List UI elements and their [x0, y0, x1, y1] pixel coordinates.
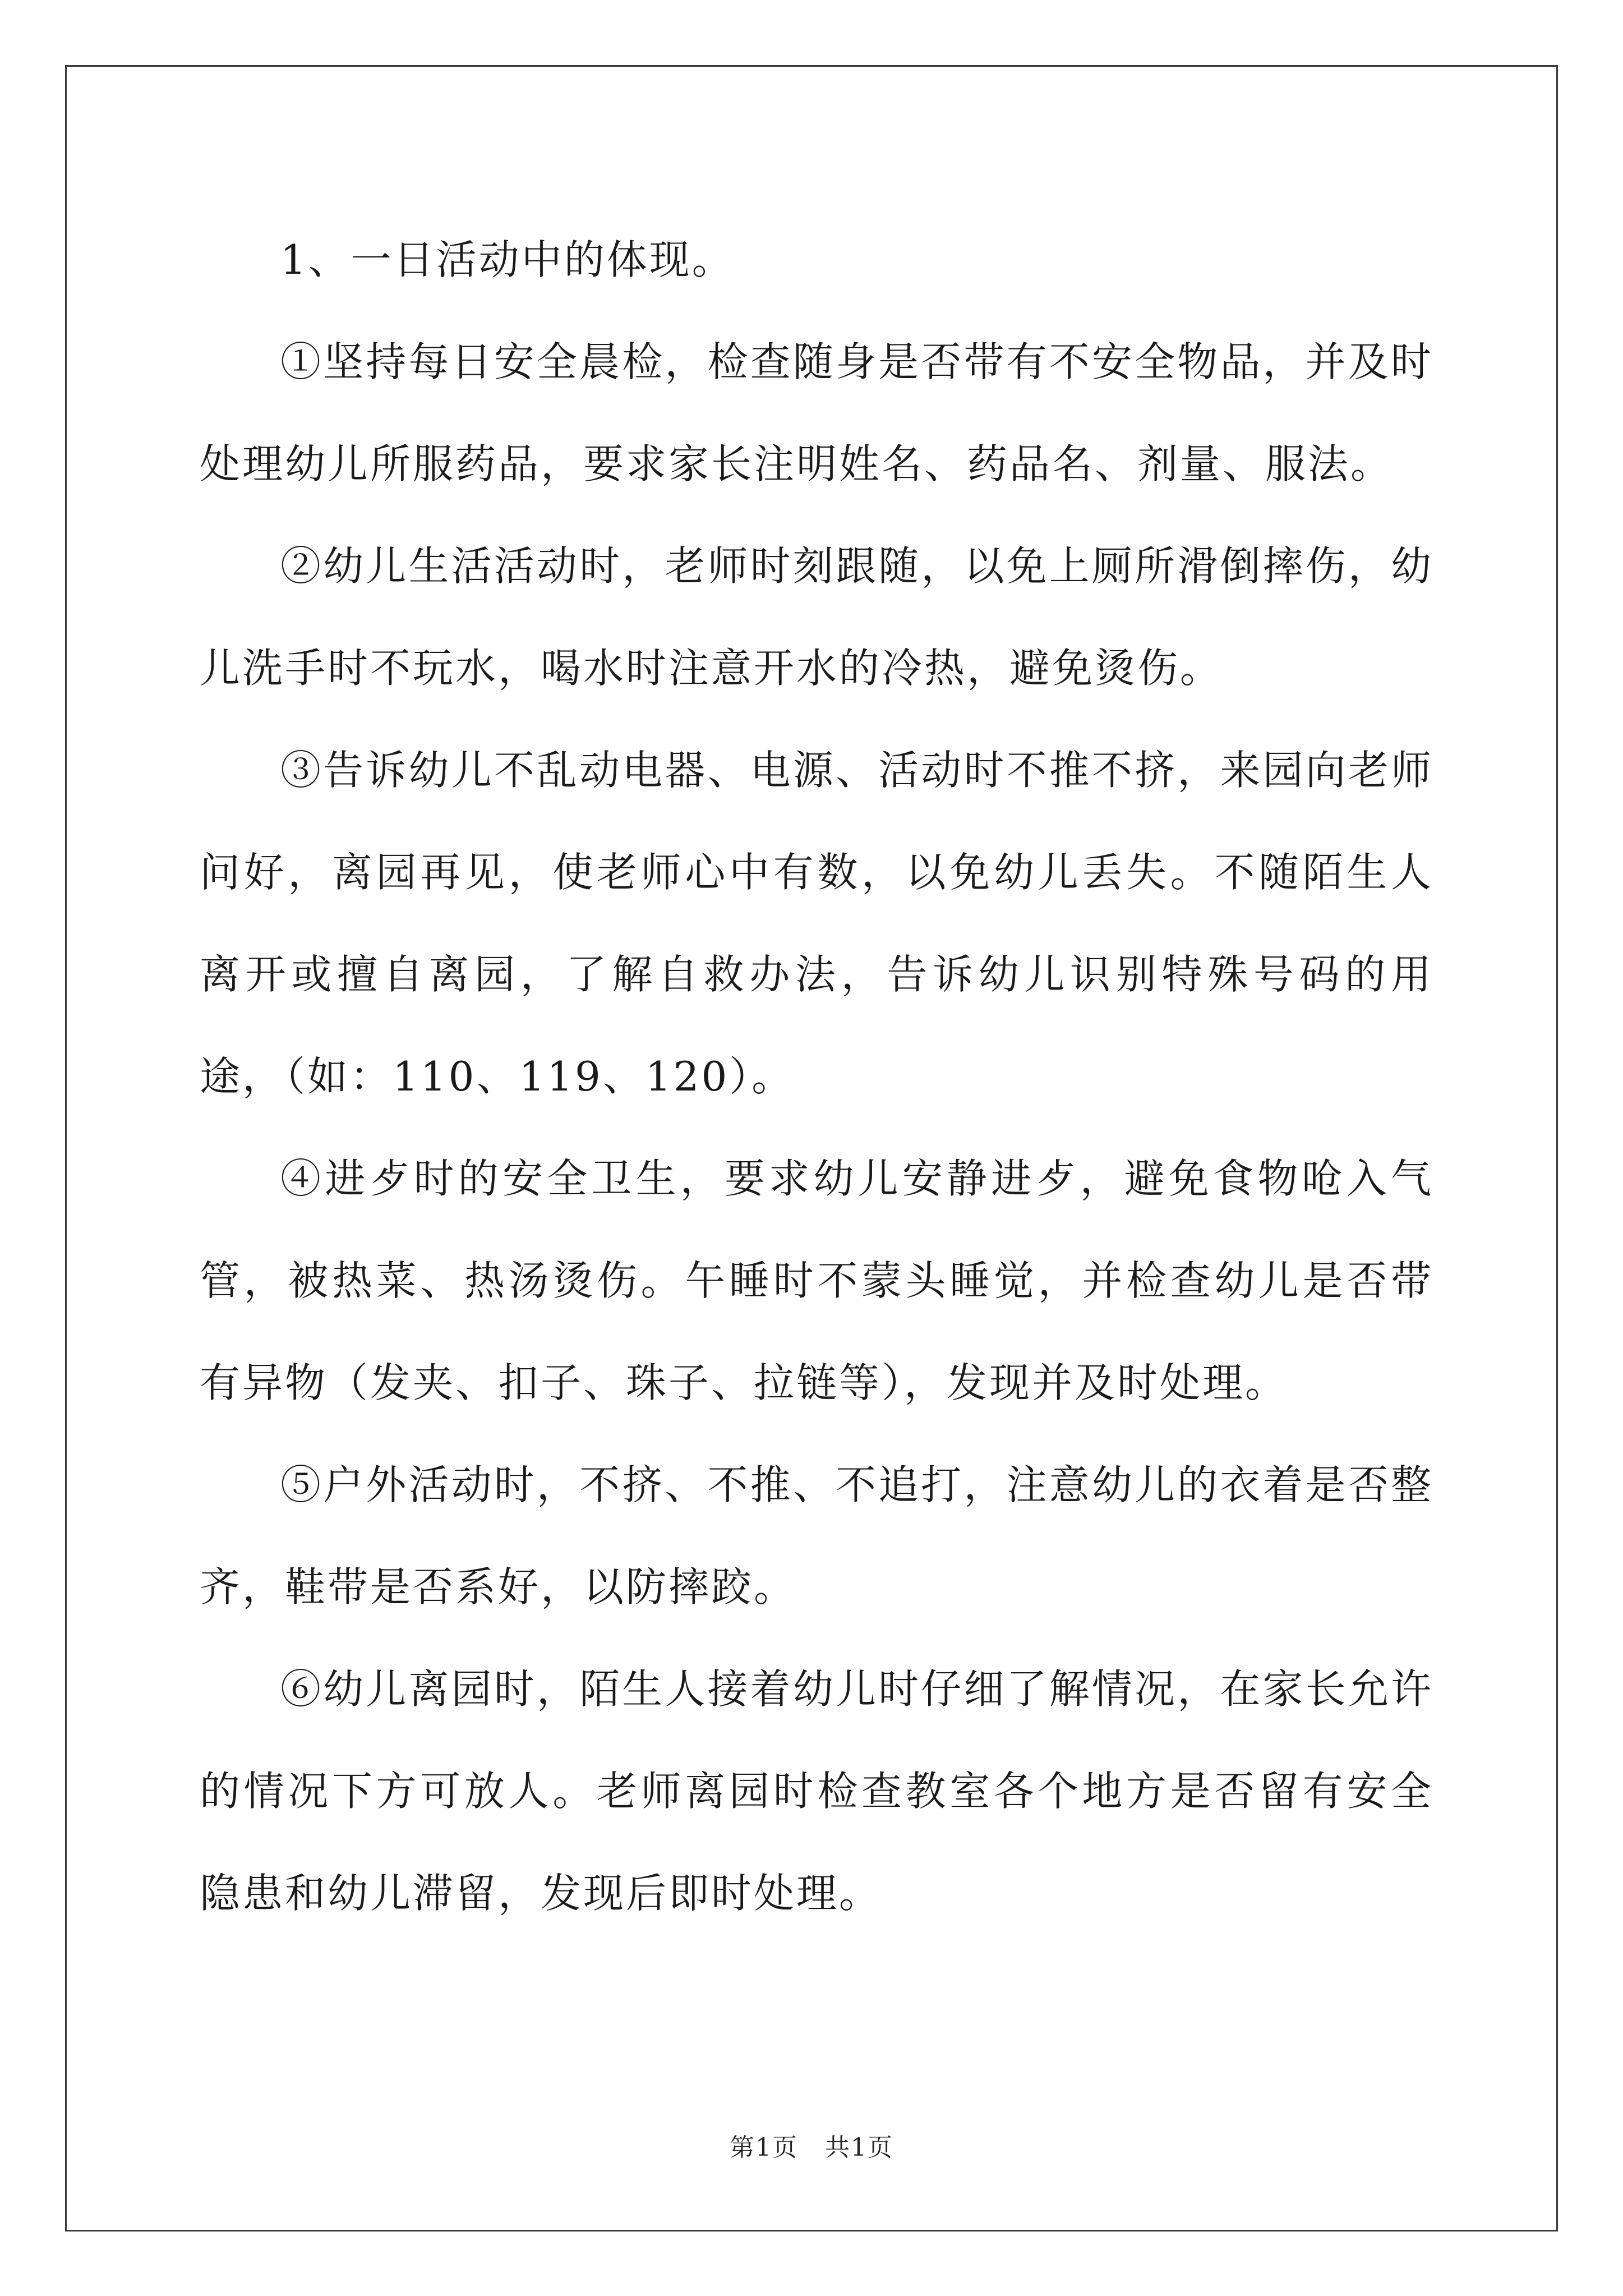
paragraph-item-6: ⑥幼儿离园时，陌生人接着幼儿时仔细了解情况，在家长允许的情况下方可放人。老师离园时检查教室各个地方是否留有安全隐患和幼儿滞留，发现后即时处理。 — [200, 1665, 1433, 1917]
page-total: 共1页 — [825, 2133, 893, 2162]
paragraph-item-2: ②幼儿生活活动时，老师时刻跟随，以免上厕所滑倒摔伤，幼儿洗手时不玩水，喝水时注意开水的冷热，避免烫伤。 — [200, 542, 1433, 692]
page-number: 第1页 — [730, 2133, 798, 2162]
paragraph-item-5: ⑤户外活动时，不挤、不推、不追打，注意幼儿的衣着是否整齐，鞋带是否系好，以防摔跤。 — [200, 1461, 1433, 1611]
document-body — [200, 209, 1433, 1944]
paragraph-item-1: ①坚持每日安全晨检，检查随身是否带有不安全物品，并及时处理幼儿所服药品，要求家长注明姓名、药品名、剂量、服法。 — [200, 338, 1433, 487]
paragraph-item-3: ③告诉幼儿不乱动电器、电源、活动时不推不挤，来园向老师问好，离园再见，使老师心中有数，以免幼儿丢失。不随陌生人离开或擅自离园，了解自救办法，告诉幼儿识别特殊号码的用途，（如：110、119、120）。 — [200, 747, 1433, 1100]
paragraph-heading: 1、一日活动中的体现。 — [280, 236, 735, 283]
paragraph-item-4: ④进歺时的安全卫生，要求幼儿安静进歺，避免食物呛入气管，被热菜、热汤烫伤。午睡时不蒙头睡觉，并检查幼儿是否带有异物（发夹、扣子、珠子、拉链等），发现并及时处理。 — [200, 1155, 1433, 1406]
page-footer — [0, 2127, 1623, 2163]
